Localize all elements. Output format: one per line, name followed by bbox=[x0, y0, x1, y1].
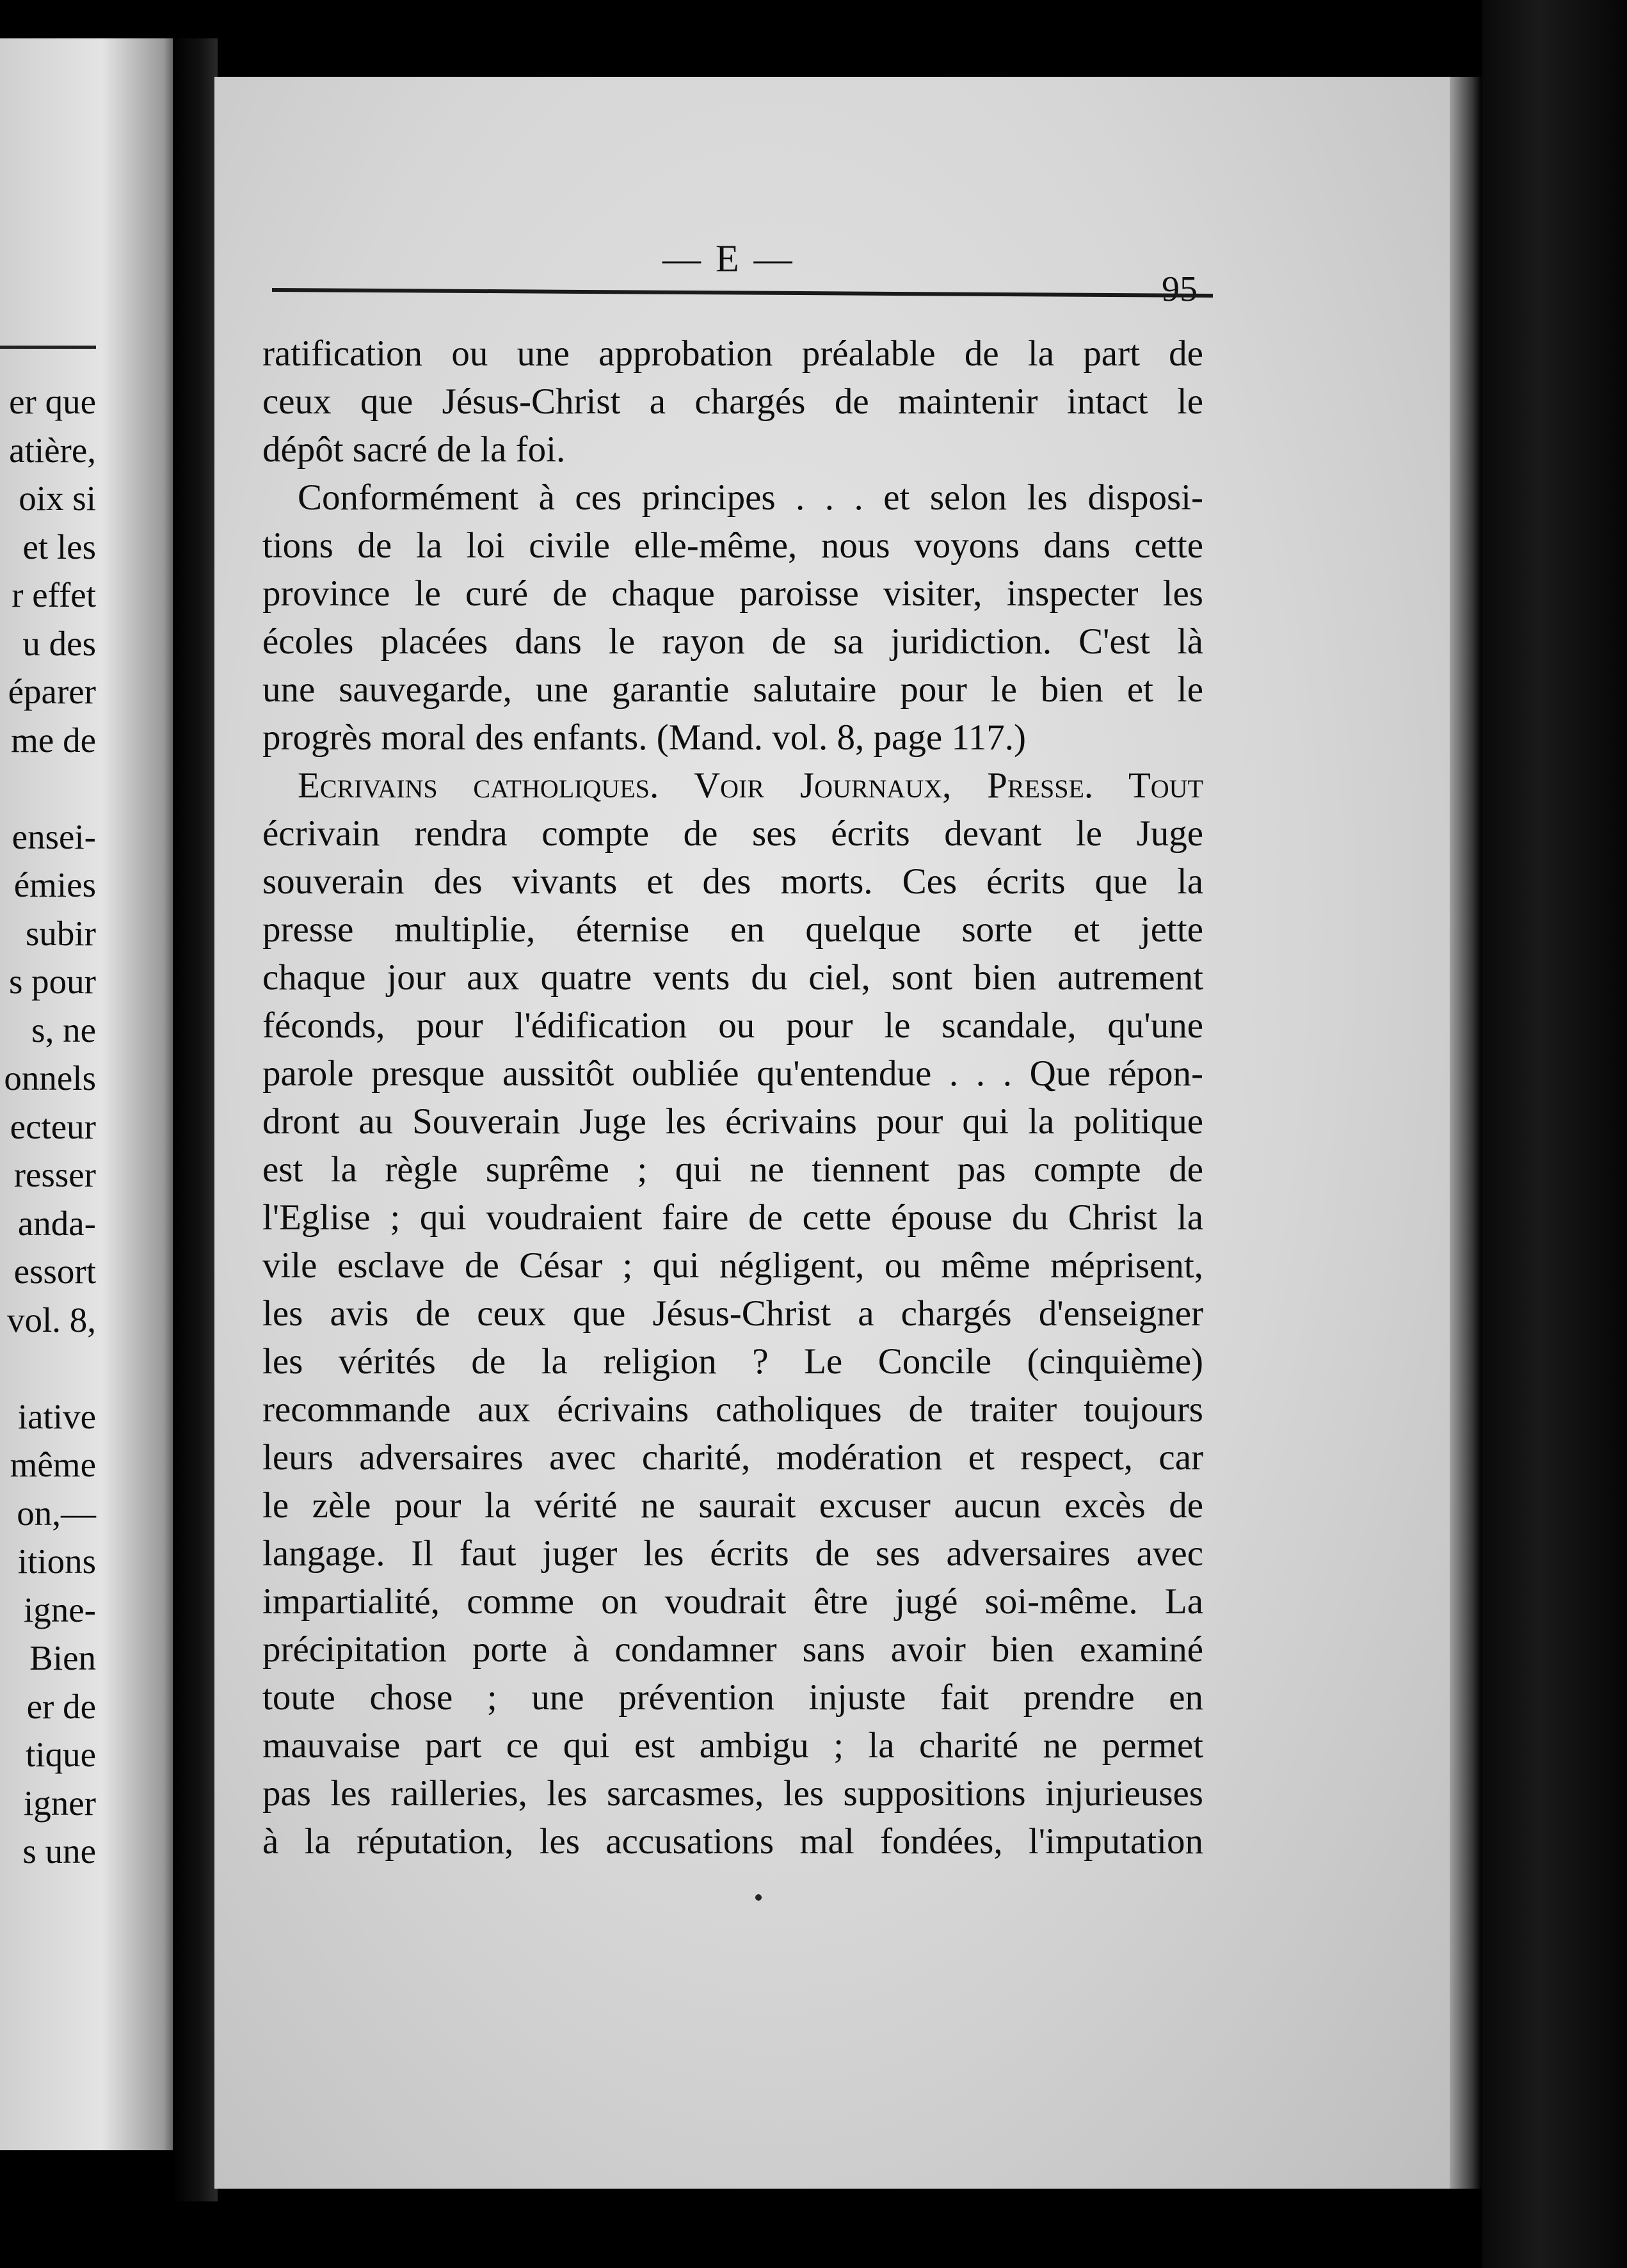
left-line: onnels bbox=[4, 1058, 96, 1098]
text-line: province le curé de chaque paroisse visiter, inspecter les bbox=[262, 573, 1203, 614]
left-line: me de bbox=[11, 720, 96, 760]
text-line: dront au Souverain Juge les écrivains pour qui la politique bbox=[262, 1101, 1203, 1142]
text-line: leurs adversaires avec charité, modération et respect, car bbox=[262, 1437, 1203, 1478]
left-line: Bien bbox=[29, 1638, 96, 1677]
text-line: toute chose ; une prévention injuste fait prendre en bbox=[262, 1677, 1203, 1718]
text-line: écoles placées dans le rayon de sa juridiction. C'est là bbox=[262, 621, 1203, 662]
left-line: anda- bbox=[17, 1203, 96, 1243]
left-line: s pour bbox=[9, 962, 96, 1001]
text-line: chaque jour aux quatre vents du ciel, sont bien autrement bbox=[262, 957, 1203, 998]
text-line: ceux que Jésus-Christ a chargés de maintenir intact le bbox=[262, 381, 1203, 422]
book-gutter bbox=[173, 38, 218, 2201]
right-page bbox=[214, 77, 1450, 2189]
text-line: l'Eglise ; qui voudraient faire de cette épouse du Christ la bbox=[262, 1197, 1203, 1238]
left-line: même bbox=[10, 1445, 96, 1484]
left-line: r effet bbox=[12, 575, 96, 614]
left-line bbox=[0, 1344, 96, 1393]
scan-background bbox=[1482, 0, 1627, 2268]
text-line: féconds, pour l'édification ou pour le scandale, qu'une bbox=[262, 1005, 1203, 1046]
left-line: tique bbox=[26, 1735, 96, 1774]
running-header: — E — bbox=[662, 237, 795, 280]
text-line: recommande aux écrivains catholiques de traiter toujours bbox=[262, 1389, 1203, 1430]
text-line: ratification ou une approbation préalable de la part de bbox=[262, 333, 1203, 374]
text-line: presse multiplie, éternise en quelque sorte et jette bbox=[262, 909, 1203, 950]
left-line: et les bbox=[22, 527, 96, 566]
text-line: progrès moral des enfants. (Mand. vol. 8, page 117.) bbox=[262, 717, 1026, 758]
text-line: tions de la loi civile elle-même, nous voyons dans cette bbox=[262, 525, 1203, 566]
left-line: er que bbox=[9, 382, 96, 421]
text-line: vile esclave de César ; qui négligent, ou même méprisent, bbox=[262, 1245, 1203, 1286]
text-line: les avis de ceux que Jésus-Christ a chargés d'enseigner bbox=[262, 1293, 1203, 1334]
page-edge bbox=[1450, 77, 1482, 2189]
left-page-fragment bbox=[0, 38, 186, 2150]
left-line: oix si bbox=[19, 479, 96, 518]
text-line: le zèle pour la vérité ne saurait excuser aucun excès de bbox=[262, 1485, 1203, 1526]
text-line: impartialité, comme on voudrait être jugé soi-même. La bbox=[262, 1581, 1203, 1622]
text-line: les vérités de la religion ? Le Concile (cinquième) bbox=[262, 1341, 1203, 1382]
text-line: pas les railleries, les sarcasmes, les suppositions injurieuses bbox=[262, 1773, 1203, 1814]
left-line bbox=[0, 764, 96, 813]
text-line: à la réputation, les accusations mal fondées, l'imputation bbox=[262, 1821, 1203, 1862]
left-line: s, ne bbox=[31, 1010, 96, 1050]
left-line: ecteur bbox=[10, 1106, 96, 1146]
left-line: igne- bbox=[23, 1590, 96, 1629]
header-rule bbox=[272, 288, 1213, 298]
left-line: iative bbox=[17, 1396, 96, 1436]
left-line: s une bbox=[22, 1832, 96, 1871]
left-line: vol. 8, bbox=[6, 1300, 96, 1339]
text-line: Conformément à ces principes . . . et selon les disposi- bbox=[298, 477, 1203, 518]
left-page-text bbox=[0, 378, 96, 1876]
left-line: itions bbox=[17, 1542, 96, 1581]
text-line: souverain des vivants et des morts. Ces écrits que la bbox=[262, 861, 1203, 902]
text-line: précipitation porte à condamner sans avoir bien examiné bbox=[262, 1629, 1203, 1670]
text-line: dépôt sacré de la foi. bbox=[262, 429, 566, 470]
text-line: mauvaise part ce qui est ambigu ; la charité ne permet bbox=[262, 1725, 1203, 1766]
left-line: subir bbox=[26, 913, 96, 953]
left-line: atière, bbox=[9, 430, 96, 470]
text-line: une sauvegarde, une garantie salutaire pour le bien et le bbox=[262, 669, 1203, 710]
left-line: resser bbox=[13, 1155, 96, 1194]
left-page-rule bbox=[0, 346, 96, 349]
left-line: u des bbox=[22, 623, 96, 663]
text-line: langage. Il faut juger les écrits de ses adversaires avec bbox=[262, 1533, 1203, 1574]
left-line: éparer bbox=[8, 672, 96, 711]
text-line: parole presque aussitôt oubliée qu'entendue . . . Que répon- bbox=[262, 1053, 1203, 1094]
left-line: émies bbox=[13, 865, 96, 904]
page-body bbox=[262, 330, 1203, 1865]
left-line: igner bbox=[23, 1783, 96, 1823]
page-number: 95 bbox=[1162, 269, 1198, 309]
text-line: est la règle suprême ; qui ne tiennent pas compte de bbox=[262, 1149, 1203, 1190]
text-line-entry-heading: Ecrivains catholiques. Voir Journaux, Presse. Tout bbox=[298, 765, 1203, 806]
text-line: écrivain rendra compte de ses écrits devant le Juge bbox=[262, 813, 1203, 854]
page-speck bbox=[755, 1894, 762, 1901]
left-line: essort bbox=[13, 1252, 96, 1291]
left-line: on,— bbox=[17, 1493, 96, 1533]
left-line: er de bbox=[26, 1686, 96, 1726]
left-line: ensei- bbox=[12, 817, 96, 856]
